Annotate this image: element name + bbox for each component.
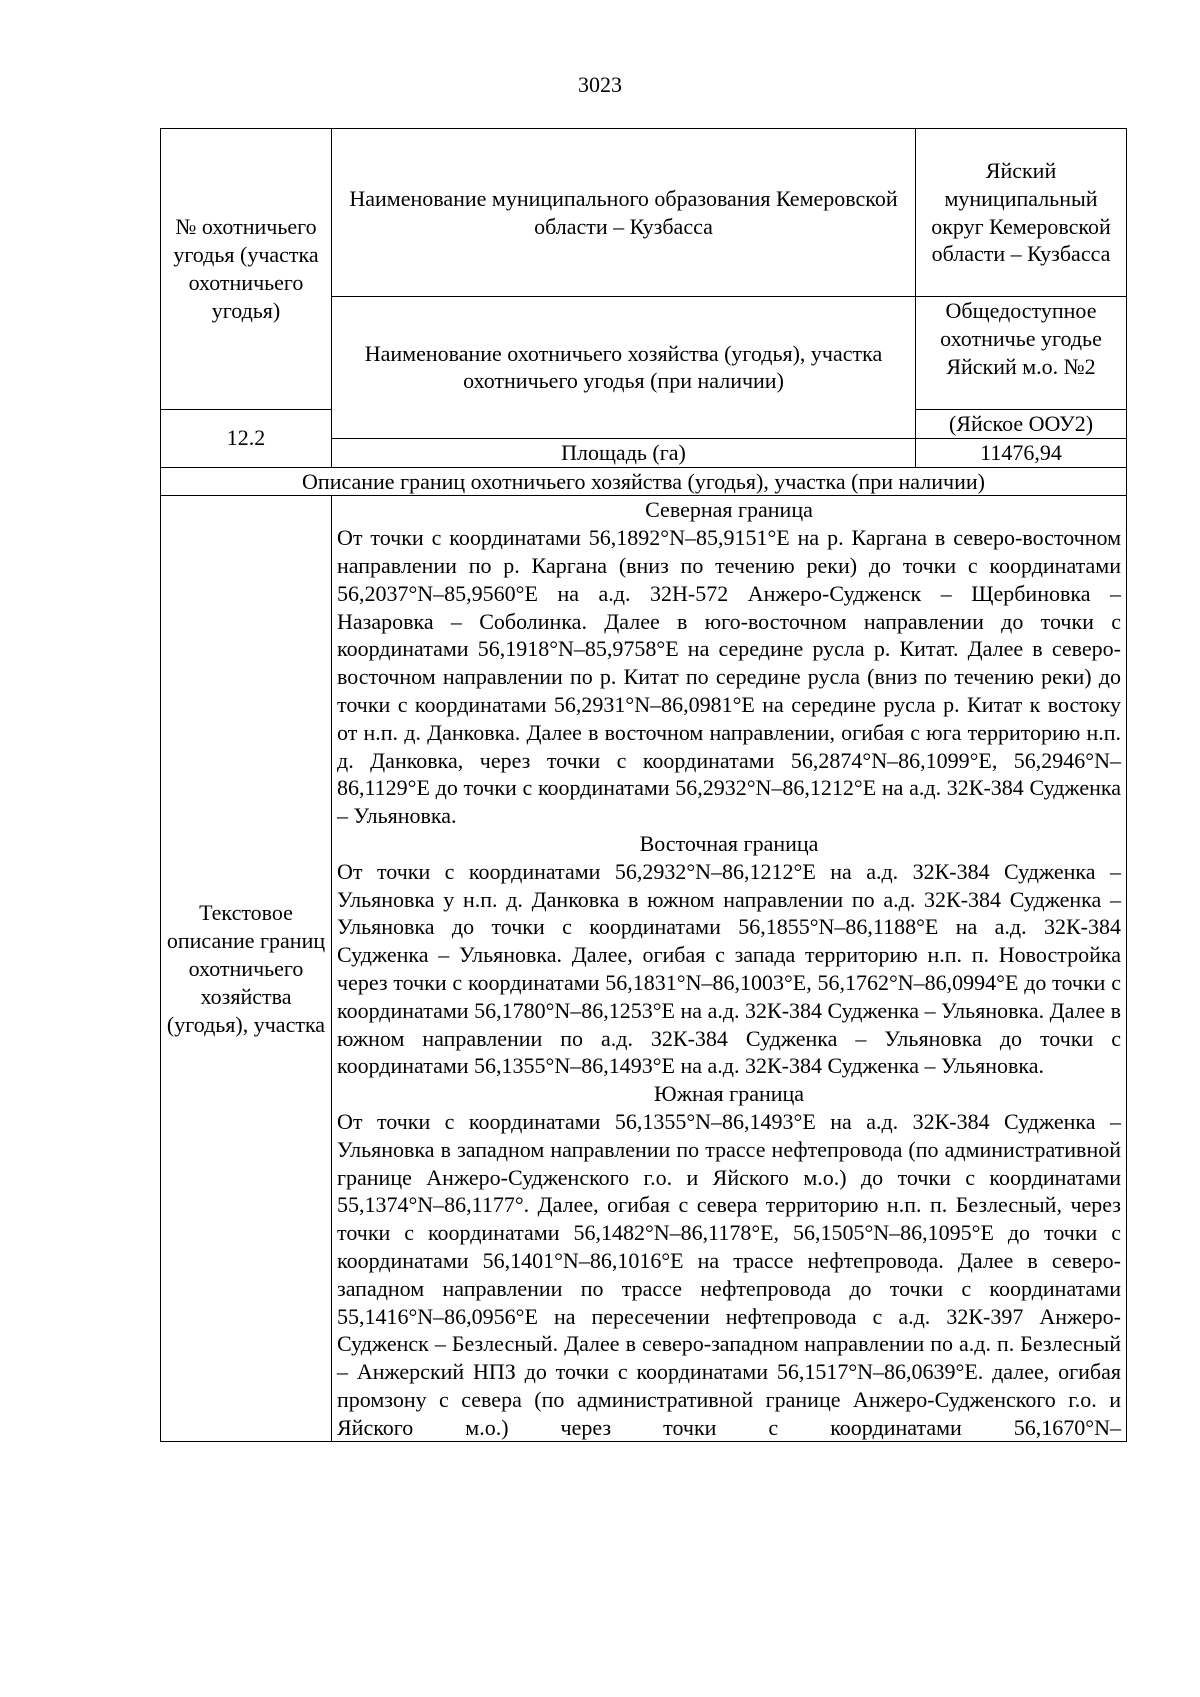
boundary-description-cell — [332, 496, 1127, 1442]
east-boundary-title: Восточная граница — [639, 830, 819, 856]
number-label: № охотничьего угодья (участка охотничьего угодья) — [173, 214, 319, 323]
farm-value: Общедоступное охотничье угодье Яйский м.о. №2 — [940, 298, 1102, 379]
south-boundary-text: От точки с координатами 56,1355°N–86,1493°E на а.д. 32К-384 Судженка – Ульяновка в западном направлении по трассе нефтепровода (по административной границе Анжеро-Судженского г.о. и Яйского м.о.) до точки с координатами 55,1374°N–86,1177°. Далее, огибая с севера территорию н.п. п. Безлесный, через точки с координатами 56,1482°N–86,1178°E, 56,1505°N–86,1095°E до точки с координатами 56,1401°N–86,1016°E на трассе нефтепровода. Далее в северо-западном направлении по трассе нефтепровода до точки с координатами 55,1416°N–86,0956°E на пересечении нефтепровода с а.д. 32К-397 Анжеро-Судженск – Безлесный. Далее в северо-западном направлении по а.д. п. Безлесный – Анжерский НПЗ до точки с координатами 56,1517°N–86,0639°E. далее, огибая промзону с севера (по административной границе Анжеро-Судженского г.о. и Яйского м.о.) через точки с координатами 56,1670°N– — [337, 1108, 1121, 1440]
boundaries-heading-cell — [161, 467, 1127, 496]
area-value: 11476,94 — [980, 439, 1062, 465]
farm-value-cell — [916, 297, 1127, 410]
farm-label: Наименование охотничьего хозяйства (угодья), участка охотничьего угодья (при наличии) — [364, 340, 883, 394]
south-boundary-title: Южная граница — [653, 1081, 805, 1107]
municipality-label: Наименование муниципального образования Кемеровской области – Кузбасса — [349, 185, 898, 239]
number-value-cell — [161, 410, 332, 468]
area-value-cell — [916, 438, 1127, 467]
municipality-value: Яйский муниципальный округ Кемеровской области – Кузбасса — [931, 157, 1111, 267]
text-description-label: Текстовое описание границ охотничьего хозяйства (угодья), участка — [166, 900, 326, 1037]
page-number: 3023 — [578, 72, 622, 97]
municipality-label-cell — [332, 129, 916, 297]
text-description-label-cell — [161, 496, 332, 1442]
boundaries-heading: Описание границ охотничьего хозяйства (угодья), участка (при наличии) — [302, 468, 985, 494]
municipality-value-cell — [916, 129, 1127, 297]
area-label-cell — [332, 438, 916, 467]
farm-value-abbrev: (Яйское ООУ2) — [948, 411, 1094, 436]
north-boundary-title: Северная граница — [645, 497, 813, 523]
number-label-cell — [161, 129, 332, 410]
east-boundary-text: От точки с координатами 56,2932°N–86,1212°E на а.д. 32К-384 Судженка – Ульяновка у н.п. д. Данковка в южном направлении по а.д. 32К-384 Судженка – Ульяновка до точки с координатами 56,1855°N–86,1188°E на а.д. 32К-384 Судженка – Ульяновка. Далее, огибая с запада территорию н.п. п. Новостройка через точки с координатами 56,1831°N–86,1003°E, 56,1762°N–86,0994°E до точки с координатами 56,1780°N–86,1253°E на а.д. 32К-384 Судженка – Ульяновка. Далее в южном направлении по а.д. 32К-384 Судженка – Ульяновка до точки с координатами 56,1355°N–86,1493°E на а.д. 32К-384 Судженка – Ульяновка. — [337, 858, 1121, 1079]
area-label: Площадь (га) — [561, 439, 686, 465]
north-boundary-text: От точки с координатами 56,1892°N–85,9151°E на р. Каргана в северо-восточном направлении по р. Каргана (вниз по течению реки) до точки с координатами 56,2037°N–85,9560°E на а.д. 32Н-572 Анжеро-Судженск – Щербиновка – Назаровка – Соболинка. Далее в юго-восточном направлении до точки с координатами 56,1918°N–85,9758°E на середине русла р. Китат. Далее в северо-восточном направлении по р. Китат по середине русла (вниз по течению реки) до точки с координатами 56,2931°N–86,0981°E на середине русла р. Китат к востоку от н.п. д. Данковка. Далее в восточном направлении, огибая с юга территорию н.п. д. Данковка, через точки с координатами 56,2874°N–86,1099°E, 56,2946°N–86,1129°E до точки с координатами 56,2932°N–86,1212°E на а.д. 32К-384 Судженка – Ульяновка. — [337, 525, 1121, 829]
farm-label-cell — [332, 297, 916, 439]
farm-value-abbrev-cell — [916, 410, 1127, 439]
number-value: 12.2 — [226, 425, 266, 451]
hunting-ground-table — [160, 128, 1127, 1442]
